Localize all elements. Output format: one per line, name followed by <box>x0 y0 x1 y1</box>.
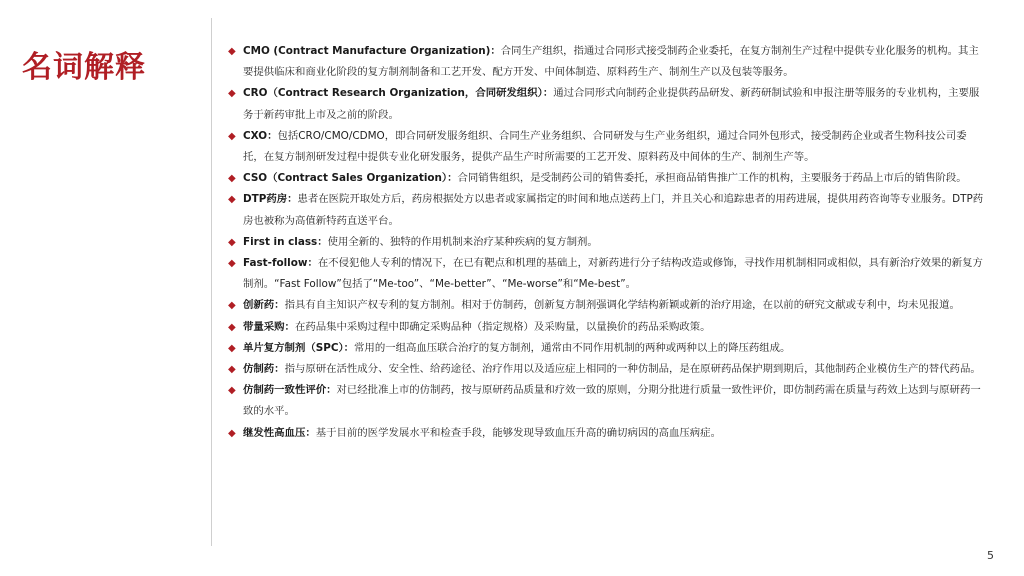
diamond-bullet-icon: ◆ <box>228 342 236 354</box>
glossary-item-volume-procurement <box>228 317 986 338</box>
glossary-definition: 指与原研在活性成分、安全性、给药途径、治疗作用以及适应症上相同的一种仿制品，是在原研药品保护期到期后，其他制药企业模仿生产的替代药品。 <box>284 363 981 376</box>
glossary-definition: 使用全新的、独特的作用机制来治疗某种疾病的复方制剂。 <box>327 235 598 248</box>
glossary-term: CXO： <box>243 129 278 142</box>
diamond-bullet-icon: ◆ <box>228 364 236 376</box>
diamond-bullet-icon: ◆ <box>228 46 236 57</box>
glossary-item-generic-drug <box>228 359 986 380</box>
glossary-term: DTP药房： <box>243 193 298 206</box>
glossary-definition: 在不侵犯他人专利的情况下，在已有靶点和机理的基础上，对新药进行分子结构改造或修饰，寻找作用机制相同或相似，具有新治疗效果的新复方制剂。“Fast Follow”包括了“Me-too”、“Me-better”、“Me-worse”和“Me-best”。 <box>243 257 983 291</box>
glossary-term: 创新药： <box>243 299 285 312</box>
glossary-definition: 合同生产组织，指通过合同形式接受制药企业委托，在复方制剂生产过程中提供专业化服务的机构。其主要提供临床和商业化阶段的复方制剂制备和工艺开发、配方开发、中间体制造、原料药生产、制剂生产以及包装等服务。 <box>243 45 979 79</box>
glossary-definition: 对已经批准上市的仿制药，按与原研药品质量和疗效一致的原则，分期分批进行质量一致性评价，即仿制药需在质量与药效上达到与原研药一致的水平。 <box>243 384 981 418</box>
diamond-bullet-icon: ◆ <box>228 258 236 270</box>
glossary-definition: 基于目前的医学发展水平和检查手段，能够发现导致血压升高的确切病因的高血压病症。 <box>315 426 721 439</box>
glossary-definition: 合同销售组织，是受制药公司的销售委托，承担商品销售推广工作的机构，主要服务于药品上市后的销售阶段。 <box>457 172 967 185</box>
glossary-term: CSO（Contract Sales Organization）： <box>243 172 458 185</box>
glossary-term: CMO (Contract Manufacture Organization)： <box>243 45 501 57</box>
page-title: 名词解释 <box>22 50 146 85</box>
glossary-term: Fast-follow： <box>243 257 318 270</box>
glossary-item-dtp <box>228 189 986 231</box>
vertical-divider <box>211 18 212 546</box>
glossary-definition: 指具有自主知识产权专利的复方制剂。相对于仿制药，创新复方制剂强调化学结构新颖或新的治疗用途，在以前的研究文献或专利中，均未见报道。 <box>284 299 960 312</box>
diamond-bullet-icon: ◆ <box>228 130 236 142</box>
glossary-term: 仿制药： <box>243 363 285 376</box>
glossary-item-innovative-drug <box>228 295 986 316</box>
glossary-item-cso <box>228 168 986 189</box>
diamond-bullet-icon: ◆ <box>228 173 236 185</box>
glossary-term: 带量采购： <box>243 320 295 333</box>
glossary-item-spc <box>228 338 986 359</box>
page-number: 5 <box>987 549 994 562</box>
diamond-bullet-icon: ◆ <box>228 427 236 439</box>
glossary-definition: 包括CRO/CMO/CDMO，即合同研发服务组织、合同生产业务组织、合同研发与生产业务组织，通过合同外包形式，接受制药企业或者生物科技公司委托，在复方制剂研发过程中提供专业化研发服务，提供产品生产时所需要的工艺开发、原料药及中间体的生产、制剂生产等。 <box>243 129 967 164</box>
glossary-definition: 患者在医院开取处方后，药房根据处方以患者或家属指定的时间和地点送药上门，并且关心和追踪患者的用药进展，提供用药咨询等专业服务。DTP药房也被称为高值新特药直送平台。 <box>243 193 984 227</box>
glossary-definition: 常用的一组高血压联合治疗的复方制剂，通常由不同作用机制的两种或两种以上的降压药组成。 <box>354 341 791 354</box>
diamond-bullet-icon: ◆ <box>228 385 236 397</box>
glossary-item-secondary-hypertension <box>228 423 986 444</box>
glossary-item-cmo <box>228 41 986 83</box>
diamond-bullet-icon: ◆ <box>228 236 236 248</box>
glossary-item-cxo <box>228 126 986 168</box>
glossary-item-first-in-class <box>228 232 986 253</box>
diamond-bullet-icon: ◆ <box>228 300 236 312</box>
glossary-item-cro <box>228 83 986 125</box>
glossary-item-fast-follow <box>228 253 986 295</box>
glossary-term: 继发性高血压： <box>243 426 316 439</box>
glossary-term: 单片复方制剂（SPC）： <box>243 341 355 354</box>
glossary-term: CRO（Contract Research Organization，合同研发组织）： <box>243 87 554 100</box>
glossary-definition: 在药品集中采购过程中即确定采购品种（指定规格）及采购量，以量换价的药品采购政策。 <box>294 320 711 333</box>
diamond-bullet-icon: ◆ <box>228 321 236 333</box>
glossary-definition: 通过合同形式向制药企业提供药品研发、新药研制试验和申报注册等服务的专业机构，主要服务于新药审批上市及之前的阶段。 <box>243 87 980 121</box>
diamond-bullet-icon: ◆ <box>228 88 236 100</box>
glossary-term: First in class： <box>243 235 328 248</box>
glossary-term: 仿制药一致性评价： <box>243 384 337 397</box>
diamond-bullet-icon: ◆ <box>228 194 236 206</box>
glossary-list <box>228 41 986 444</box>
glossary-item-consistency-evaluation <box>228 380 986 422</box>
